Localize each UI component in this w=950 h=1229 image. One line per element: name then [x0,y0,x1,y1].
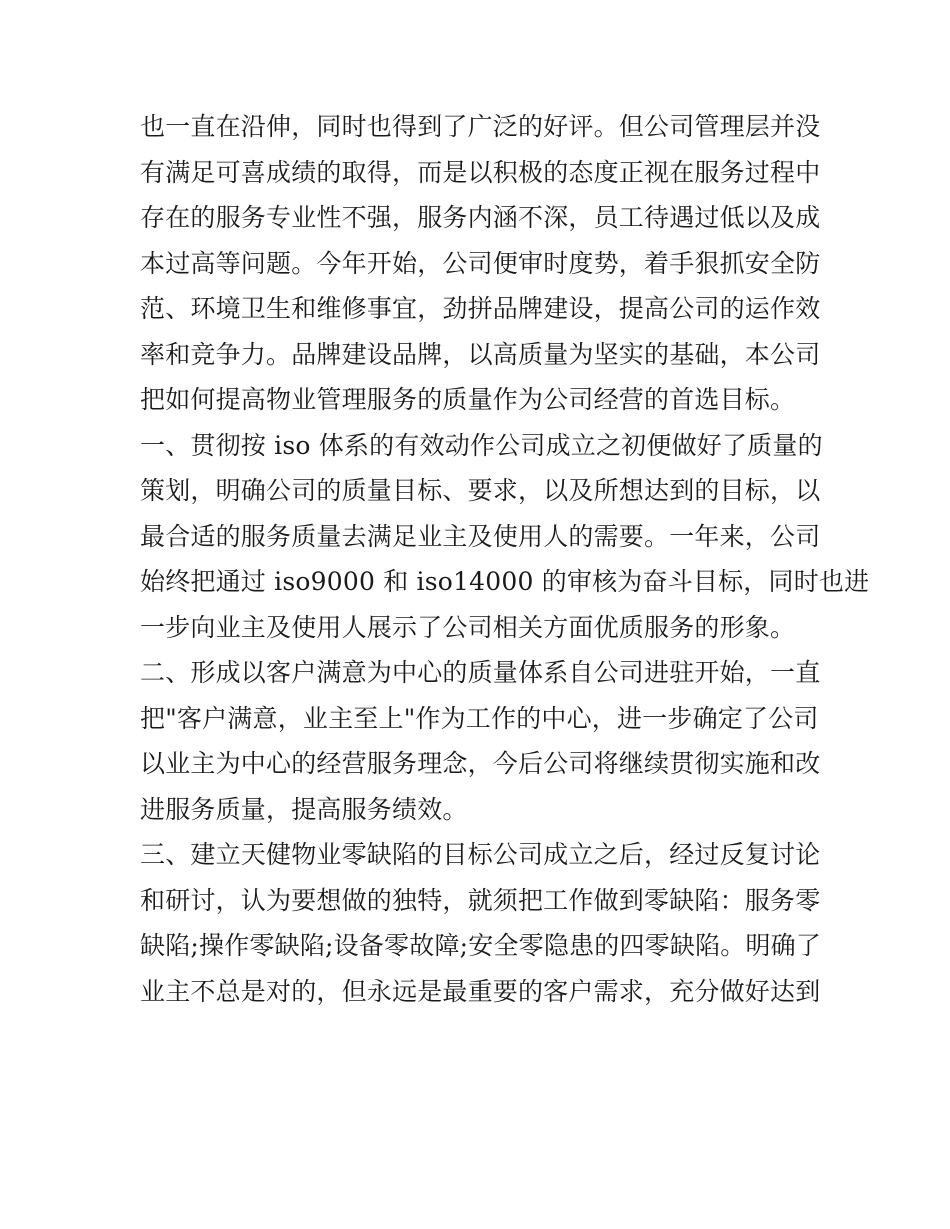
text-line-18: 和研讨，认为要想做的独特，就须把工作做到零缺陷：服务零 [140,885,821,915]
text-line-8: 一、贯彻按 iso 体系的有效动作公司成立之初便做好了质量的 [140,430,823,460]
text-line-10: 最合适的服务质量去满足业主及使用人的需要。一年来，公司 [140,521,821,551]
text-line-16: 进服务质量，提高服务绩效。 [140,794,468,824]
text-line-11: 始终把通过 iso9000 和 iso14000 的审核为奋斗目标，同时也进 [140,567,870,596]
body-text [140,104,870,1014]
text-line-20: 业主不总是对的，但永远是最重要的客户需求，充分做好达到 [140,976,821,1006]
text-line-1: 也一直在沿伸，同时也得到了广泛的好评。但公司管理层并没 [140,112,821,141]
text-line-12: 一步向业主及使用人展示了公司相关方面优质服务的形象。 [140,612,796,642]
text-line-5: 范、环境卫生和维修事宜，劲拼品牌建设，提高公司的运作效 [140,294,821,323]
text-line-14: 把"客户满意，业主至上"作为工作的中心，进一步确定了公司 [140,703,819,733]
text-line-3: 存在的服务专业性不强，服务内涵不深，员工待遇过低以及成 [140,203,821,232]
text-line-7: 把如何提高物业管理服务的质量作为公司经营的首选目标。 [140,385,796,414]
text-line-4: 本过高等问题。今年开始，公司便审时度势，着手狠抓安全防 [140,248,821,278]
text-line-15: 以业主为中心的经营服务理念，今后公司将继续贯彻实施和改 [140,749,821,778]
text-line-6: 率和竞争力。品牌建设品牌，以高质量为坚实的基础，本公司 [140,339,821,369]
text-line-17: 三、建立天健物业零缺陷的目标公司成立之后，经过反复讨论 [140,840,821,869]
text-line-19: 缺陷;操作零缺陷;设备零故障;安全零隐患的四零缺陷。明确了 [140,931,822,960]
text-line-13: 二、形成以客户满意为中心的质量体系自公司进驻开始，一直 [140,658,821,687]
text-line-2: 有满足可喜成绩的取得，而是以积极的态度正视在服务过程中 [140,157,821,187]
text-line-9: 策划，明确公司的质量目标、要求，以及所想达到的目标，以 [140,476,821,505]
